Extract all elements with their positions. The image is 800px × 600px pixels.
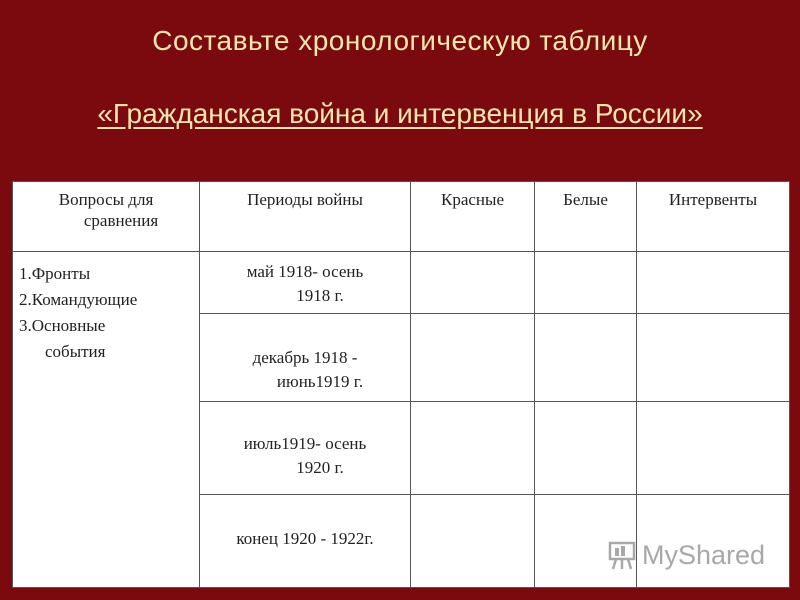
header-reds: Красные [411,182,535,252]
watermark-brand: MyShared [642,539,766,570]
whites-cell[interactable] [535,314,637,402]
table-row [13,252,790,314]
reds-cell[interactable] [411,495,535,588]
period-cell [200,252,411,314]
question-item: 1.Фронты [19,264,91,283]
period-line: 1918 г. [296,286,344,305]
chronology-table [12,181,790,588]
header-compare-line1: Вопросы для [58,190,154,209]
interventionists-cell[interactable] [637,402,790,495]
questions-cell [13,252,200,588]
interventionists-cell[interactable] [637,314,790,402]
period-cell [200,402,411,495]
reds-cell[interactable] [411,252,535,314]
myshared-watermark [606,538,766,572]
header-whites: Белые [535,182,637,252]
slide-subtitle: «Гражданская война и интервенция в России» [97,98,703,129]
whites-cell[interactable] [535,402,637,495]
header-war-periods: Периоды войны [200,182,411,252]
whites-cell[interactable] [535,252,637,314]
period-cell [200,495,411,588]
period-line: конец 1920 - 1922г. [236,529,374,548]
period-line: июль1919- осень [243,434,367,453]
header-comparison-questions [13,182,200,252]
table-header-row [13,182,790,252]
reds-cell[interactable] [411,314,535,402]
slide-title: Составьте хронологическую таблицу [152,25,648,56]
period-line: декабрь 1918 - [252,348,358,367]
period-line: июнь1919 г. [276,372,364,391]
question-item: 2.Командующие [19,290,138,309]
period-line: 1920 г. [296,458,344,477]
period-cell [200,314,411,402]
interventionists-cell[interactable] [637,252,790,314]
period-line: май 1918- осень [246,262,364,281]
question-item: 3.Основные [19,316,106,335]
reds-cell[interactable] [411,402,535,495]
question-item: события [45,342,106,361]
presentation-board-icon [606,539,638,571]
header-interventionists: Интервенты [637,182,790,252]
header-compare-line2: сравнения [83,211,159,230]
